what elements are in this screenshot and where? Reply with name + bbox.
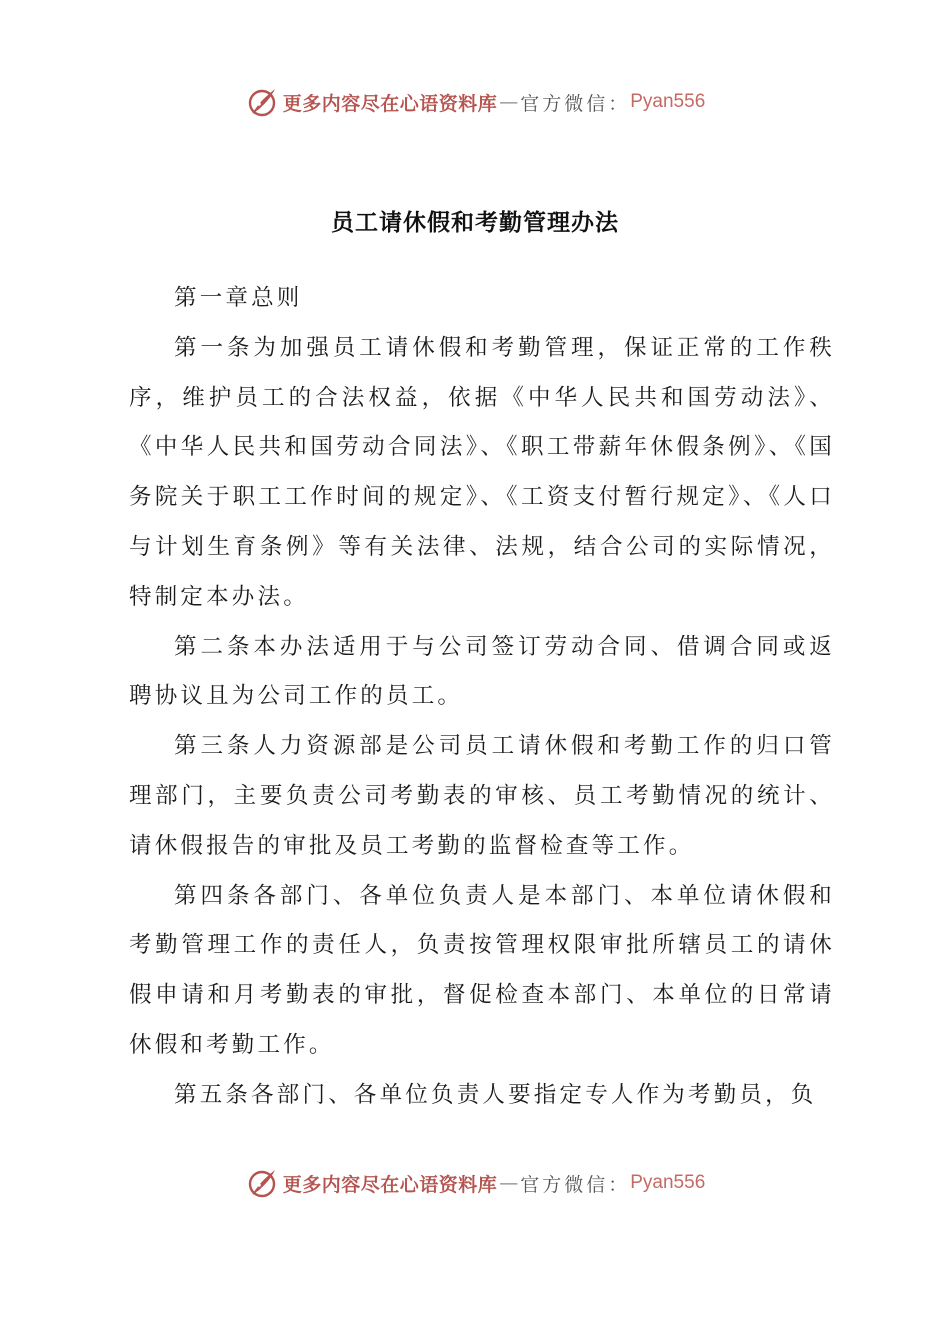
banner-account: Pyan556 [630, 1172, 706, 1193]
chapter-heading: 第一章总则 [174, 285, 303, 311]
banner-dash: — [499, 1172, 519, 1194]
banner-account: Pyan556 [630, 91, 706, 112]
banner-wechat-label: 官方微信： [520, 1173, 631, 1196]
document-title: 员工请休假和考勤管理办法 [331, 210, 619, 236]
article-paragraph: 第五条各部门、各单位负责人要指定专人作为考勤员，负 [174, 1081, 817, 1108]
footer-banner [0, 1163, 950, 1203]
quill-pen-logo-icon [245, 1166, 279, 1200]
banner-wechat-label: 官方微信： [520, 92, 631, 115]
header-banner [0, 82, 950, 122]
quill-pen-logo-icon [245, 85, 279, 119]
article-paragraph: 第二条本办法适用于与公司签订劳动合同、借调合同或返聘协议且为公司工作的员工。 [129, 633, 835, 710]
document-body [129, 274, 835, 1121]
article-paragraph: 第四条各部门、各单位负责人是本部门、本单位请休假和考勤管理工作的责任人，负责按管理权限审批所辖员工的请休假申请和月考勤表的审批，督促检查本部门、本单位的日常请休假和考勤工作。 [129, 882, 835, 1058]
article-paragraph: 第一条为加强员工请休假和考勤管理，保证正常的工作秩序，维护员工的合法权益，依据《中华人民共和国劳动法》、《中华人民共和国劳动合同法》、《职工带薪年休假条例》、《国务院关于职工工作时间的规定》、《工资支付暂行规定》、《人口与计划生育条例》等有关法律、法规，结合公司的实际情况，特制定本办法。 [129, 334, 835, 610]
banner-dash: — [499, 91, 519, 113]
banner-brand-text: 更多内容尽在心语资料库 [282, 92, 498, 115]
article-paragraph: 第三条人力资源部是公司员工请休假和考勤工作的归口管理部门，主要负责公司考勤表的审核、员工考勤情况的统计、请休假报告的审批及员工考勤的监督检查等工作。 [129, 733, 835, 859]
banner-brand-text: 更多内容尽在心语资料库 [282, 1173, 498, 1196]
